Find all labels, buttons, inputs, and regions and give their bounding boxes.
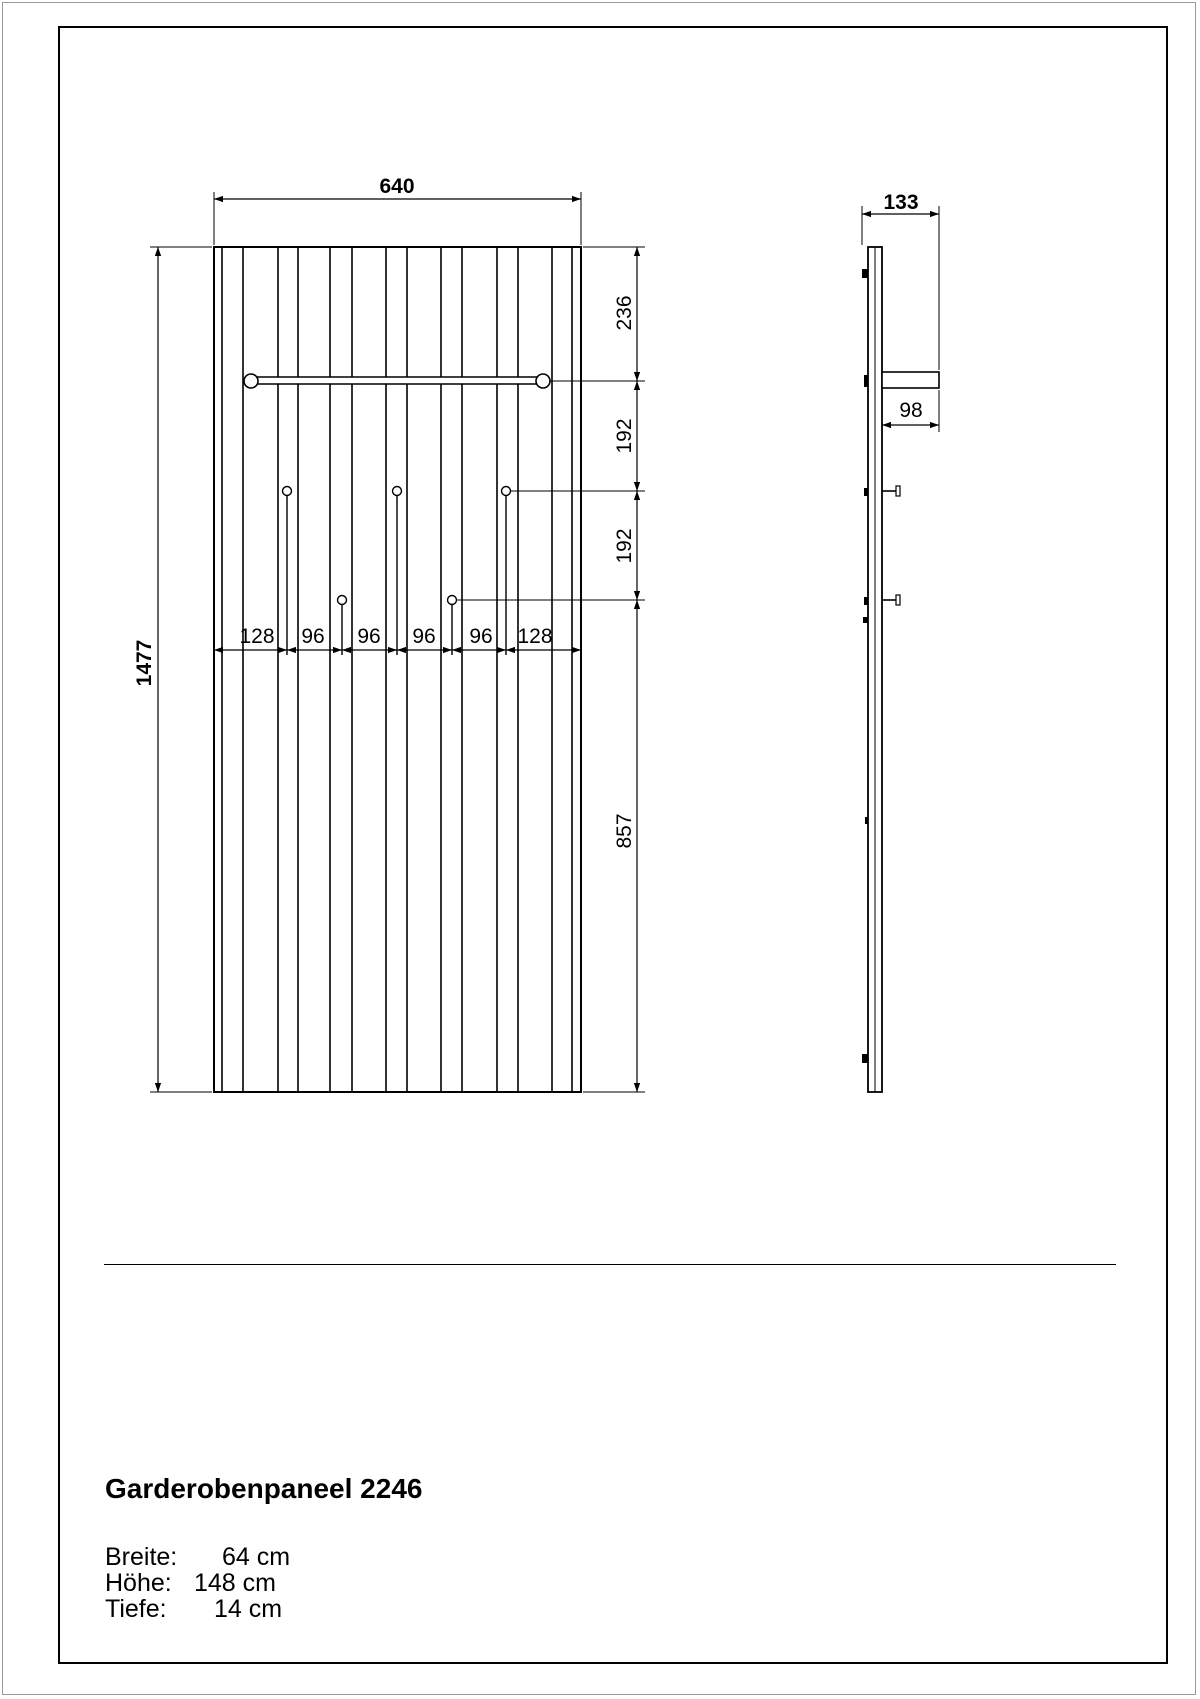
hook [338,596,347,656]
side-view-panel [862,247,939,1092]
spec-value: 64 cm [222,1543,291,1571]
product-title: Garderobenpaneel 2246 [105,1473,423,1504]
hook [502,487,511,656]
spacing-label: 96 [412,625,436,648]
depth-dimension-label: 133 [883,191,919,214]
height-dimension-label: 1477 [133,639,156,687]
spec-label: Höhe: [105,1569,172,1597]
spacing-label: 128 [517,625,553,648]
dim-label-857: 857 [613,813,636,849]
hook [448,596,457,656]
width-dimension [214,175,581,245]
spec-value: 148 cm [194,1569,276,1597]
hook [283,487,292,656]
width-dimension-label: 640 [379,175,415,198]
spec-label: Tiefe: [105,1595,167,1623]
dim-label-192-upper: 192 [613,418,636,454]
hanging-rail [244,374,550,388]
spec-label: Breite: [105,1543,178,1571]
spacing-label: 128 [239,625,275,648]
dim-label-192-lower: 192 [613,528,636,564]
spacing-label: 96 [301,625,325,648]
rail-depth-dimension [882,390,939,432]
front-view-panel [214,247,581,1092]
spec-value: 14 cm [214,1595,283,1623]
height-dimension [133,247,212,1092]
spacing-label: 96 [469,625,493,648]
hook [393,487,402,656]
section-divider [104,1264,1116,1265]
depth-dimension [862,191,939,370]
rail-depth-label: 98 [899,399,923,422]
dim-label-236: 236 [613,295,636,331]
vertical-dimension-chain [457,247,645,1092]
spacing-label: 96 [357,625,381,648]
